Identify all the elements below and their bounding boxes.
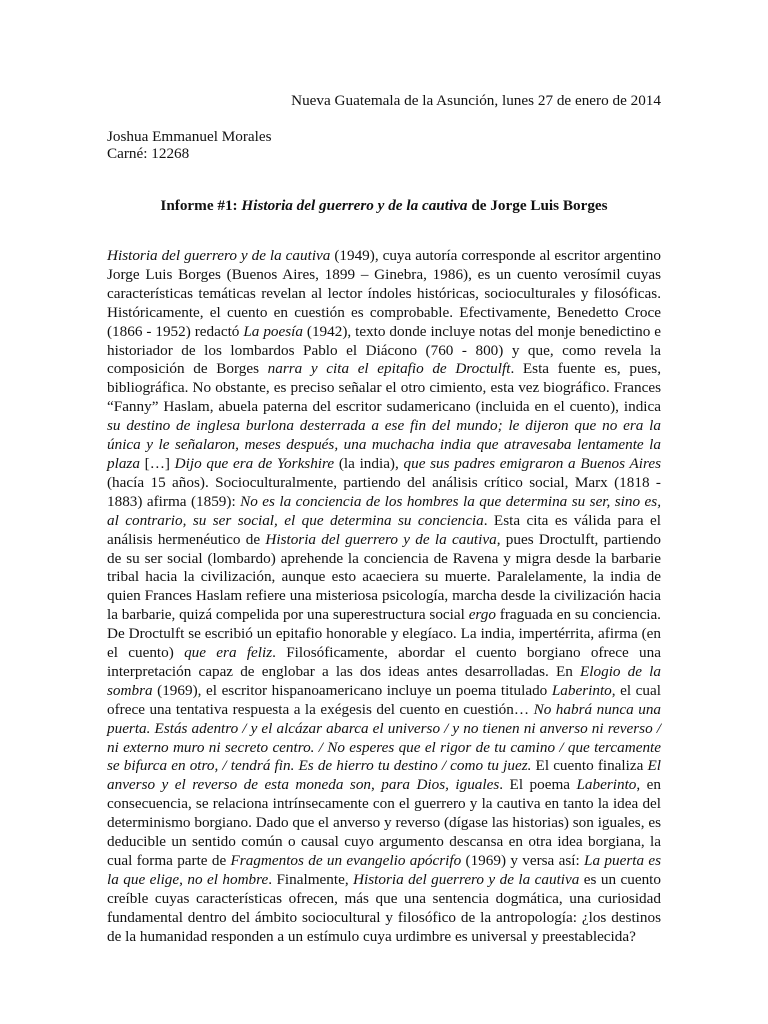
body-segment: . Finalmente, xyxy=(268,870,354,888)
body-segment-italic: su destino de inglesa burlona desterrada a ese fin del mundo; le dijeron que no era la única y le señalaron, meses después, una muchacha india que atravesaba lentamente la plaza xyxy=(107,417,661,472)
body-segment-italic: que sus padres emigraron a Buenos Aires xyxy=(403,454,661,472)
body-segment: . Esta cita es válida para el análisis hermenéutico de xyxy=(107,511,661,548)
body-segment-italic: Fragmentos de un evangelio apócrifo xyxy=(230,852,462,869)
author-block xyxy=(107,128,272,162)
body-segment-italic: Historia del guerrero y de la cautiva xyxy=(107,247,331,264)
body-segment-italic: Historia del guerrero y de la cautiva xyxy=(265,530,497,548)
body-segment: , pues Droctulft, partiendo de su ser social (lombardo) aprehende la conciencia de Ravena y migra desde la barbarie tribal hacia la civilización, aunque esto acaeciera su muerte. Paralelamente, la india de quien Frances Haslam refiere una misteriosa psicología, marcha desde la civilización hacia la barbarie, quizá compelida por una superestructura social xyxy=(107,530,661,624)
body-segment: fraguada en su conciencia. De Droctulft se escribió un epitafio honorable y elegíaco. La india, impertérrita, afirma (en el cuento) xyxy=(107,606,661,662)
report-title-work: Historia del guerrero y de la cautiva xyxy=(241,197,468,214)
body-segment: (1949), cuya autoría corresponde al escritor argentino Jorge Luis Borges (Buenos Aires, 1899 – Ginebra, 1986), es un cuento verosímil cuyas características temáticas revelan al lector índoles históricas, socioculturales y filosóficas. Históricamente, el cuento en cuestión es comprobable. Efectivamente, Benedetto Croce (1866 - 1952) redactó xyxy=(107,247,661,340)
body-segment-italic: La puerta es la que elige, no el hombre xyxy=(107,852,662,888)
body-segment: […] xyxy=(139,454,175,472)
body-segment: . Filosóficamente, abordar el cuento borgiano ofrece una interpretación capaz de englobar a las dos ideas antes desarrolladas. En xyxy=(107,644,661,680)
body-segment-italic: Historia del guerrero y de la cautiva xyxy=(353,870,580,888)
author-name: Joshua Emmanuel Morales xyxy=(107,128,272,145)
body-segment-italic: El anverso y el reverso de esta moneda son, para Dios, iguales xyxy=(107,757,661,794)
body-segment: (1942), texto donde incluye notas del monje benedictino e historiador de los lombardos Pablo el Diácono (760 - 800) y que, como revela la composición de Borges xyxy=(107,322,661,378)
body-paragraph xyxy=(107,247,661,947)
body-segment: (1969), el escritor hispanoamericano incluye un poema titulado xyxy=(152,681,552,699)
body-segment: (hacía 15 años). Socioculturalmente, partiendo del análisis crítico social, Marx (1818 - 1883) afirma (1859): xyxy=(107,473,661,510)
report-title-suffix: de Jorge Luis Borges xyxy=(467,197,608,214)
body-segment-italic: La poesía xyxy=(243,322,303,340)
body-segment: , el cual ofrece una tentativa respuesta a la exégesis del cuento en cuestión… xyxy=(107,681,661,718)
body-segment-italic: Elogio de la sombra xyxy=(107,662,661,699)
body-segment-italic: que era feliz xyxy=(184,644,273,662)
report-title-prefix: Informe #1: xyxy=(160,197,242,214)
report-title xyxy=(0,197,768,215)
body-segment: El cuento finaliza xyxy=(531,757,648,775)
body-segment-italic: Dijo que era de Yorkshire xyxy=(174,454,335,472)
body-segment-italic: Laberinto xyxy=(576,776,637,794)
body-segment: . El poema xyxy=(499,776,577,794)
body-segment: . Esta fuente es, pues, bibliográfica. No obstante, es preciso señalar el otro cimiento, esta vez biográfico. Frances “Fanny” Haslam, abuela paterna del escritor sudamericano (incluida en el cuento), indica xyxy=(107,360,662,416)
body-segment: , en consecuencia, se relaciona intrínsecamente con el guerrero y la cautiva en tanto la idea del determinismo borgiano. Dado que el anverso y reverso (dígase las historias) son iguales, es deducible un sentido común o causal cuyo argumento descansa en otra idea borgiana, la cual forma parte de xyxy=(107,776,661,869)
body-segment: (la india), xyxy=(334,454,404,472)
author-carne: Carné: 12268 xyxy=(107,145,190,162)
body-segment-italic: No habrá nunca una puerta. Estás adentro / y el alcázar abarca el universo / y no tienen ni anverso ni reverso / ni externo muro ni secreto centro. / No esperes que el rigor de tu camino / que tercamente se bifurca en otro, / tendrá fin. Es de hierro tu destino / como tu juez. xyxy=(107,700,662,775)
body-segment-italic: Laberinto xyxy=(551,681,612,699)
body-segment-italic: narra y cita el epitafio de Droctulft xyxy=(267,360,511,378)
body-segment: es un cuento creíble cuyas características ofrecen, más que una sentencia dogmática, una curiosidad fundamental dentro del ámbito sociocultural y filosófico de la antropología: ¿los destinos de la humanidad responden a un estímulo cuya urdimbre es universal y preestablecida? xyxy=(107,870,661,945)
body-segment-italic: No es la conciencia de los hombres la que determina su ser, sino es, al contrario, su ser social, el que determina su conciencia xyxy=(107,492,661,529)
body-segment-italic: ergo xyxy=(468,606,496,624)
body-segment: (1969) y versa así: xyxy=(461,852,585,869)
dateline: Nueva Guatemala de la Asunción, lunes 27 de enero de 2014 xyxy=(291,92,661,109)
